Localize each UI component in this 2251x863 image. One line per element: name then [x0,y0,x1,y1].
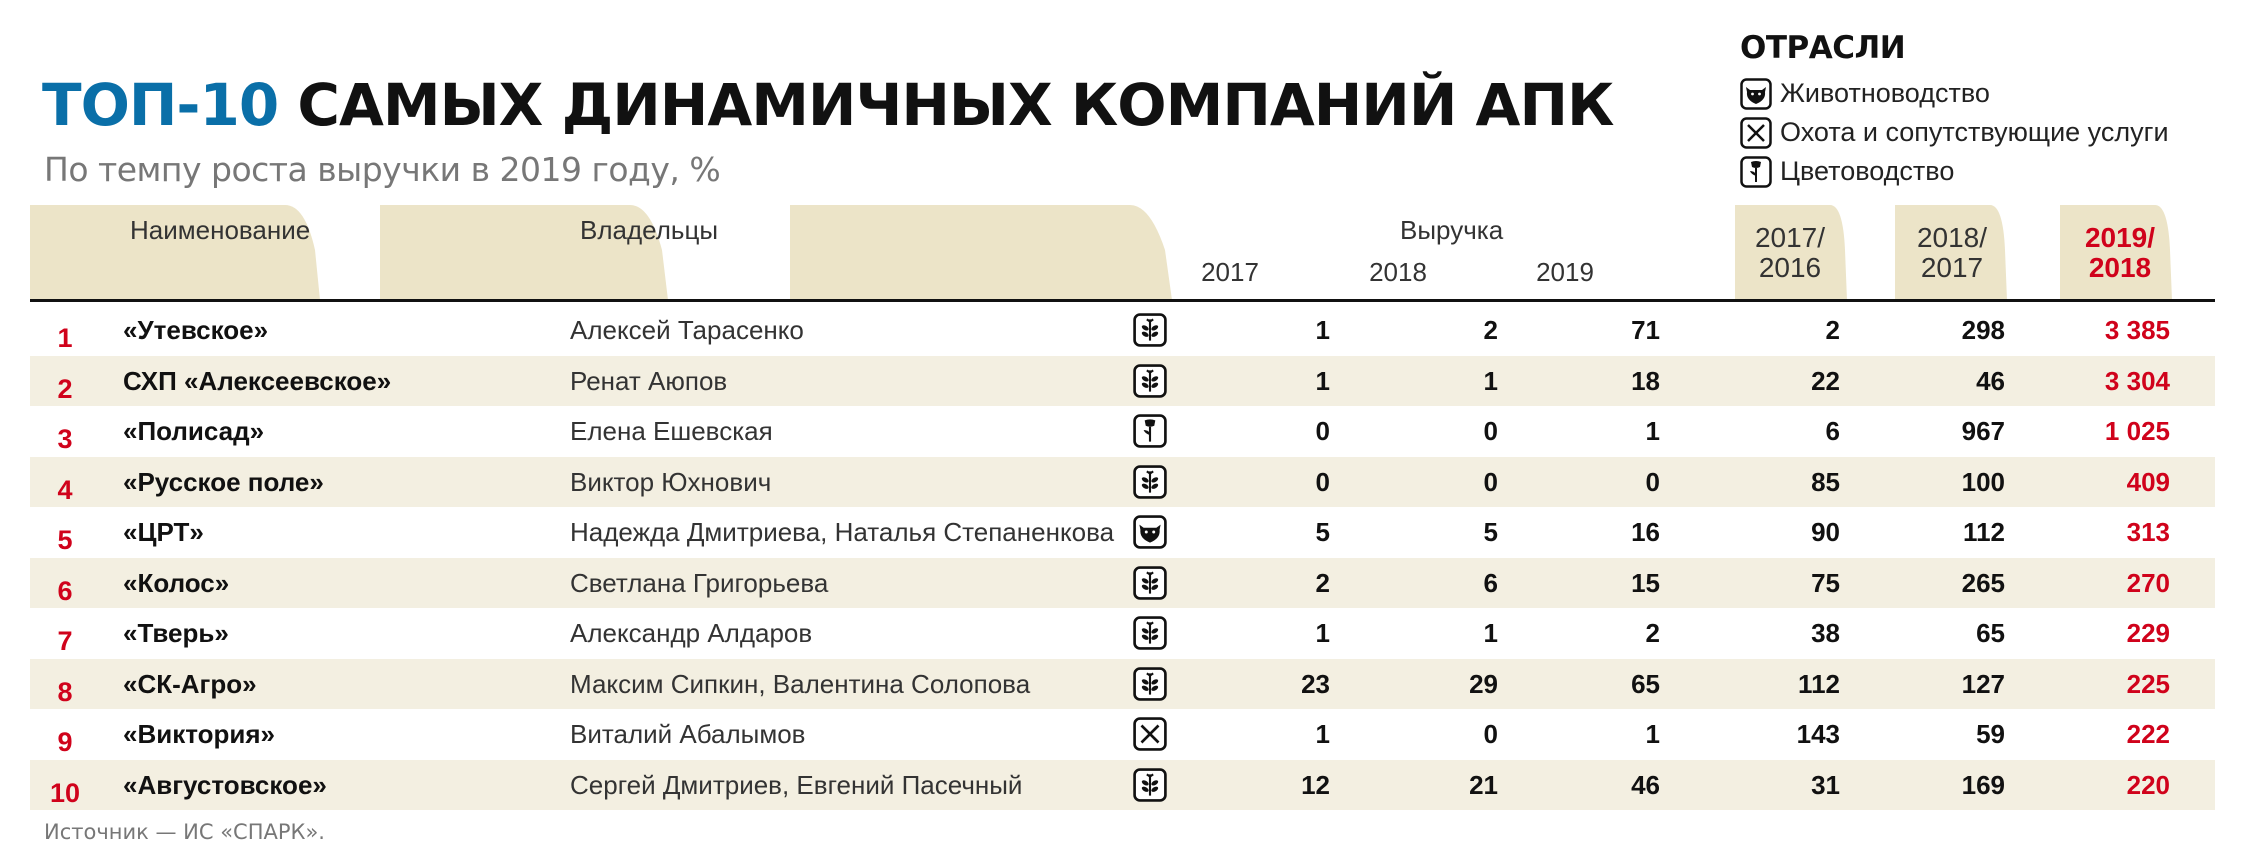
table-row [30,457,2215,508]
ratio-top: 2017/ [1754,222,1826,253]
revenue-2018: 1 [1483,365,1498,396]
crop-icon [1133,768,1167,802]
revenue-2019: 15 [1631,567,1660,598]
livestock-icon [1133,515,1167,549]
growth-2018-2017: 169 [1961,769,2005,800]
revenue-2019: 65 [1631,668,1660,699]
revenue-2019: 1 [1645,719,1660,749]
table-row [30,659,2215,710]
crop-icon [1133,313,1167,347]
growth-2019-2018: 270 [2126,567,2170,598]
company-owners: Максим Сипкин, Валентина Солопова [570,668,1031,699]
title-accent: ТОП-10 [42,71,279,139]
revenue-2019: 18 [1631,365,1660,396]
growth-2017-2016: 22 [1811,365,1840,396]
revenue-2017: 2 [1315,567,1330,598]
legend-title: ОТРАСЛИ [1740,30,1906,66]
growth-2018-2017: 46 [1976,365,2005,396]
growth-2019-2018: 222 [2126,719,2170,749]
growth-2018-2017: 265 [1961,567,2005,598]
rank-number: 1 [57,323,73,353]
company-name: «ЦРТ» [123,517,204,547]
company-name: «Виктория» [123,719,276,749]
ratio-top: 2019/ [2084,222,2156,253]
revenue-2019: 16 [1631,517,1660,547]
header-rule [30,299,2215,302]
table-row [30,507,2215,558]
growth-2018-2017: 127 [1961,668,2005,699]
company-name: «Утевское» [123,315,269,345]
header-ratio-2019-2018 [2060,223,2180,283]
company-name: «Полисад» [123,416,265,446]
growth-2018-2017: 298 [1961,315,2005,345]
growth-2017-2016: 38 [1811,618,1840,648]
revenue-2017: 5 [1315,517,1330,547]
crop-icon [1133,667,1167,701]
revenue-2018: 0 [1483,416,1498,446]
chart-subtitle: По темпу роста выручки в 2019 году, % [44,150,721,189]
table-row [30,305,2215,356]
revenue-2018: 21 [1469,769,1498,800]
growth-2019-2018: 220 [2126,769,2170,800]
growth-2019-2018: 3 385 [2104,315,2170,345]
legend-item-livestock [1740,74,2169,113]
growth-2017-2016: 143 [1796,719,1840,749]
revenue-2017: 23 [1301,668,1330,699]
crop-icon [1133,566,1167,600]
rank-number: 3 [57,424,73,454]
flower-icon [1740,156,1772,188]
growth-2018-2017: 112 [1963,517,2005,547]
growth-2019-2018: 229 [2126,618,2170,648]
company-owners: Сергей Дмитриев, Евгений Пасечный [570,769,1023,800]
crop-icon [1133,364,1167,398]
revenue-2019: 1 [1645,416,1660,446]
header-year-2017: 2017 [1201,257,1259,287]
rank-number: 10 [49,777,81,808]
table-row [30,608,2215,659]
rank-number: 7 [57,626,73,656]
crop-icon [1133,616,1167,650]
rank-number: 6 [57,575,73,606]
company-owners: Надежда Дмитриева, Наталья Степаненкова [570,517,1115,547]
company-name: «Русское поле» [123,466,324,497]
revenue-2018: 5 [1483,517,1498,547]
title-rest: САМЫХ ДИНАМИЧНЫХ КОМПАНИЙ АПК [297,71,1614,139]
company-name: «Колос» [123,567,230,598]
rank-number: 4 [57,474,73,505]
sector-legend [1740,30,2169,191]
revenue-2017: 1 [1315,315,1330,345]
growth-2017-2016: 6 [1825,416,1840,446]
hunting-icon [1133,717,1167,751]
header-revenue: Выручка [1400,215,1504,245]
table-row [30,558,2215,609]
growth-2019-2018: 1 025 [2104,416,2170,446]
growth-2018-2017: 65 [1976,618,2005,648]
source-note: Источник — ИС «СПАРК». [44,820,325,844]
livestock-icon [1740,78,1772,110]
legend-item-hunting [1740,113,2169,152]
rank-number: 8 [57,676,73,707]
growth-2017-2016: 85 [1811,466,1840,497]
company-owners: Алексей Тарасенко [570,315,804,345]
revenue-2017: 0 [1315,466,1330,497]
company-owners: Виктор Юхнович [570,466,772,497]
revenue-2018: 0 [1483,719,1498,749]
legend-item-flower [1740,152,2169,191]
company-owners: Елена Ешевская [570,416,773,446]
chart-title [42,70,1613,140]
company-owners: Виталий Абалымов [570,719,806,749]
ratio-top: 2018/ [1916,222,1988,253]
company-name: СХП «Алексеевское» [123,365,392,396]
revenue-2018: 29 [1469,668,1498,699]
revenue-2018: 2 [1483,315,1498,345]
company-owners: Ренат Аюпов [570,365,728,396]
growth-2019-2018: 313 [2126,517,2170,547]
growth-2017-2016: 112 [1798,668,1840,699]
header-ratio-2017-2016 [1730,223,1850,283]
company-name: «Тверь» [123,618,229,648]
flower-icon [1133,414,1167,448]
company-owners: Светлана Григорьева [570,567,829,598]
header-year-2019: 2019 [1536,257,1594,287]
revenue-2019: 0 [1645,466,1660,497]
rank-number: 2 [57,373,73,404]
header-year-2018: 2018 [1369,257,1427,287]
ratio-bottom: 2017 [1920,252,1984,283]
growth-2019-2018: 3 304 [2104,365,2170,396]
rank-number: 9 [57,727,73,757]
growth-2017-2016: 75 [1811,567,1840,598]
company-name: «СК-Агро» [123,668,257,699]
legend-label: Животноводство [1780,78,1990,108]
ratio-bottom: 2016 [1758,252,1822,283]
revenue-2018: 0 [1483,466,1498,497]
header-name: Наименование [130,215,311,245]
revenue-2017: 1 [1315,365,1330,396]
revenue-2017: 0 [1315,416,1330,446]
ratio-bottom: 2018 [2088,252,2152,283]
revenue-2018: 1 [1483,618,1498,648]
growth-2017-2016: 31 [1811,769,1840,800]
revenue-2019: 46 [1631,769,1660,800]
hunting-icon [1740,117,1772,149]
rank-number: 5 [57,525,73,555]
growth-2019-2018: 225 [2126,668,2170,699]
growth-2017-2016: 2 [1825,315,1840,345]
company-name: «Августовское» [123,769,327,800]
table-row [30,406,2215,457]
header-owners: Владельцы [580,215,719,245]
revenue-2017: 12 [1301,769,1330,800]
revenue-2018: 6 [1483,567,1498,598]
revenue-2019: 2 [1645,618,1660,648]
revenue-2017: 1 [1315,618,1330,648]
growth-2019-2018: 409 [2126,466,2170,497]
growth-2018-2017: 59 [1976,719,2005,749]
table-row [30,356,2215,407]
header-ratio-2018-2017 [1892,223,2012,283]
revenue-2017: 1 [1315,719,1330,749]
table-row [30,709,2215,760]
growth-2017-2016: 90 [1811,517,1840,547]
table-row [30,760,2215,811]
legend-label: Цветоводство [1780,156,1955,186]
revenue-2019: 71 [1631,315,1660,345]
company-owners: Александр Алдаров [570,618,813,648]
crop-icon [1133,465,1167,499]
growth-2018-2017: 100 [1961,466,2005,497]
table-body [30,305,2215,810]
table-header [30,205,2215,300]
growth-2018-2017: 967 [1961,416,2005,446]
legend-label: Охота и сопутствующие услуги [1780,117,2169,147]
